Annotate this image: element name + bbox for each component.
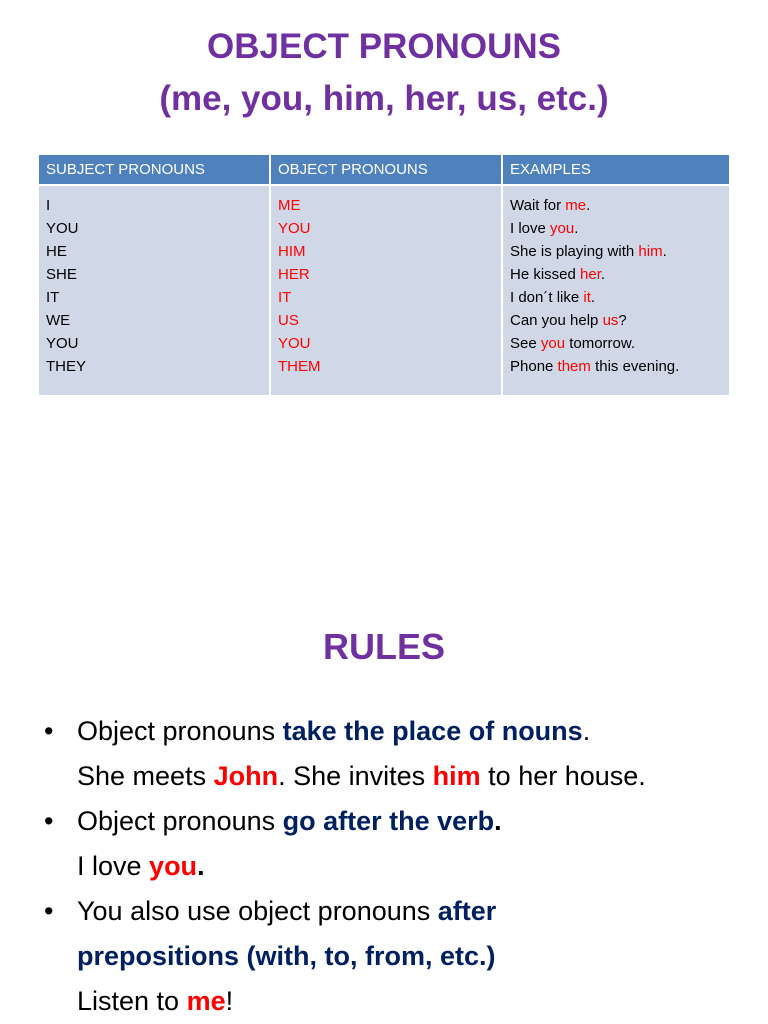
pronouns-table <box>39 155 729 395</box>
rules-heading: RULES <box>322 626 445 667</box>
rule-1: Object pronouns take the place of nouns. <box>77 716 591 746</box>
table-row <box>39 185 729 395</box>
subject-pronoun: WE <box>46 312 71 329</box>
subject-pronoun: IT <box>46 289 60 306</box>
subject-pronoun: I <box>46 197 51 214</box>
subject-pronoun: YOU <box>46 335 79 352</box>
rule-2: Object pronouns go after the verb. <box>77 806 502 836</box>
object-pronoun: HIM <box>278 243 306 260</box>
bullet-icon: • <box>44 806 54 836</box>
page-subtitle: (me, you, him, her, us, etc.) <box>159 79 609 118</box>
object-pronoun: THEM <box>278 358 321 375</box>
subject-pronoun: SHE <box>46 266 77 283</box>
bullet-icon: • <box>44 896 54 926</box>
object-pronouns-cell <box>270 185 502 395</box>
rule-2-example: I love you. <box>77 851 205 881</box>
rule-3-example: Listen to me! <box>77 986 234 1016</box>
subject-pronoun: THEY <box>46 358 87 375</box>
header-examples: EXAMPLES <box>502 155 729 185</box>
object-pronoun: YOU <box>278 335 311 352</box>
header-object-pronouns: OBJECT PRONOUNS <box>270 155 502 185</box>
header-subject-pronouns: SUBJECT PRONOUNS <box>39 155 270 185</box>
rule-1-example: She meets John. She invites him to her house. <box>77 761 646 791</box>
subject-pronoun: HE <box>46 243 67 260</box>
bullet-icon: • <box>44 716 54 746</box>
examples-cell <box>502 185 729 395</box>
page-title: OBJECT PRONOUNS <box>207 27 561 66</box>
object-pronoun: ME <box>278 197 301 214</box>
example-sentence: Wait for me. <box>510 197 591 214</box>
example-sentence: Phone them this evening. <box>510 358 680 375</box>
rule-3-continuation: prepositions (with, to, from, etc.) <box>77 941 496 971</box>
example-sentence: I love you. <box>510 220 579 237</box>
example-sentence: See you tomorrow. <box>510 335 636 352</box>
table-header-row <box>39 155 729 185</box>
object-pronoun: US <box>278 312 299 329</box>
example-sentence: He kissed her. <box>510 266 606 283</box>
subject-pronouns-cell <box>39 185 270 395</box>
object-pronoun: HER <box>278 266 310 283</box>
example-sentence: She is playing with him. <box>510 243 667 260</box>
subject-pronoun: YOU <box>46 220 79 237</box>
object-pronoun: IT <box>278 289 292 306</box>
object-pronoun: YOU <box>278 220 311 237</box>
example-sentence: Can you help us? <box>510 312 627 329</box>
example-sentence: I don´t like it. <box>510 289 596 306</box>
rule-3: You also use object pronouns after <box>77 896 497 926</box>
